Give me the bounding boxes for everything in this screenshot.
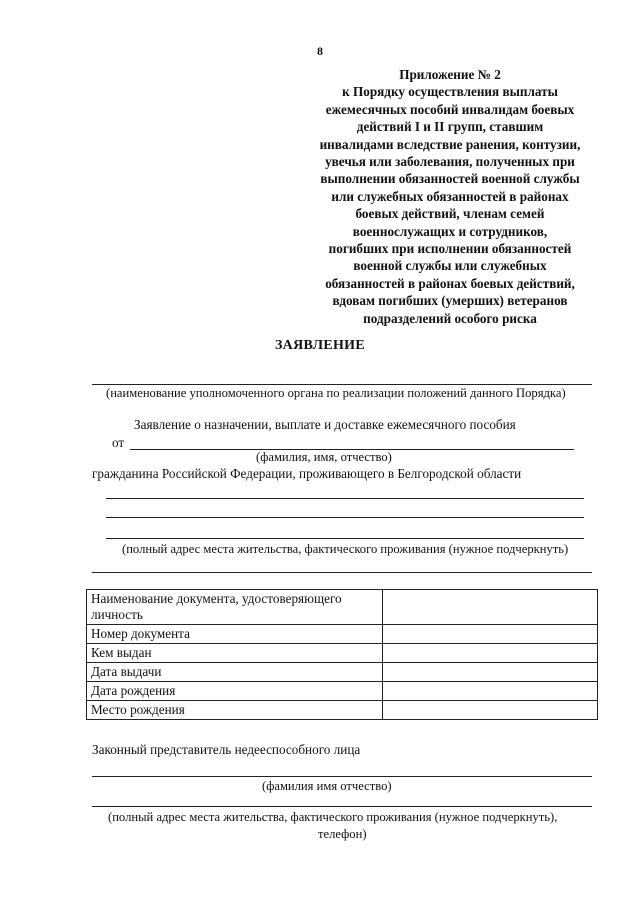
identity-document-table	[86, 589, 598, 720]
table-row	[87, 625, 598, 644]
representative-name-caption: (фамилия имя отчество)	[262, 779, 392, 793]
table-cell-value[interactable]	[383, 644, 598, 663]
appendix-line: военной службы или служебных	[353, 258, 547, 274]
table-row	[87, 590, 598, 625]
appendix-line: военнослужащих и сотрудников,	[352, 223, 548, 239]
appendix-line: вдовам погибших (умерших) ветеранов	[332, 293, 568, 309]
table-row	[87, 701, 598, 720]
table-cell-label: Дата выдачи	[87, 663, 383, 682]
representative-address-caption: (полный адрес места жительства, фактического проживания (нужное подчеркнуть),	[108, 810, 558, 824]
appendix-line: Приложение № 2	[399, 67, 501, 82]
address-field-line[interactable]	[106, 517, 584, 518]
from-label: от	[112, 435, 125, 450]
appendix-line: погибших при исполнении обязанностей	[328, 241, 572, 257]
appendix-line: или служебных обязанностей в районах	[331, 188, 569, 204]
authority-field-line[interactable]	[92, 384, 592, 385]
appendix-line: инвалидами вследствие ранения, контузии,	[319, 136, 581, 152]
table-cell-label: Место рождения	[87, 701, 383, 720]
representative-name-field-line[interactable]	[92, 776, 592, 777]
table-cell-label: Кем выдан	[87, 644, 383, 663]
appendix-header	[300, 66, 600, 327]
citizen-line: гражданина Российской Федерации, проживающего в Белгородской области	[92, 466, 522, 481]
table-cell-value[interactable]	[383, 663, 598, 682]
statement-line: Заявление о назначении, выплате и доставке ежемесячного пособия	[134, 417, 516, 432]
table-cell-value[interactable]	[383, 701, 598, 720]
address-field-line[interactable]	[106, 498, 584, 499]
table-row	[87, 682, 598, 701]
name-caption: (фамилия, имя, отчество)	[256, 450, 392, 464]
address-field-line[interactable]	[92, 572, 592, 573]
representative-label: Законный представитель недееспособного лица	[92, 742, 361, 757]
table-cell-label: Номер документа	[87, 625, 383, 644]
table-cell-value[interactable]	[383, 625, 598, 644]
appendix-line: боевых действий, членам семей	[355, 206, 545, 222]
appendix-line: действий I и II групп, ставшим	[356, 119, 544, 135]
table-cell-label	[87, 590, 383, 625]
appendix-line: к Порядку осуществления выплаты	[342, 84, 558, 100]
address-caption: (полный адрес места жительства, фактического проживания (нужное подчеркнуть)	[122, 542, 569, 556]
address-field-line[interactable]	[106, 538, 584, 539]
appendix-line: увечья или заболевания, полученных при	[325, 154, 575, 170]
table-row	[87, 663, 598, 682]
appendix-line: выполнении обязанностей военной службы	[320, 171, 580, 187]
representative-address-field-line[interactable]	[92, 806, 592, 807]
document-title: ЗАЯВЛЕНИЕ	[274, 338, 365, 353]
table-cell-value[interactable]	[383, 590, 598, 625]
table-row	[87, 644, 598, 663]
appendix-line: подразделений особого риска	[363, 310, 537, 326]
page-number: 8	[317, 44, 323, 58]
representative-address-caption: телефон)	[318, 827, 367, 841]
table-cell-value[interactable]	[383, 682, 598, 701]
table-cell-label: Дата рождения	[87, 682, 383, 701]
appendix-line: ежемесячных пособий инвалидам боевых	[325, 101, 575, 117]
table-cell-label-text: личность	[91, 607, 143, 622]
appendix-line: обязанностей в районах боевых действий,	[325, 275, 575, 291]
table-cell-label-text: Наименование документа, удостоверяющего	[91, 591, 342, 606]
authority-caption: (наименование уполномоченного органа по реализации положений данного Порядка)	[106, 386, 566, 400]
